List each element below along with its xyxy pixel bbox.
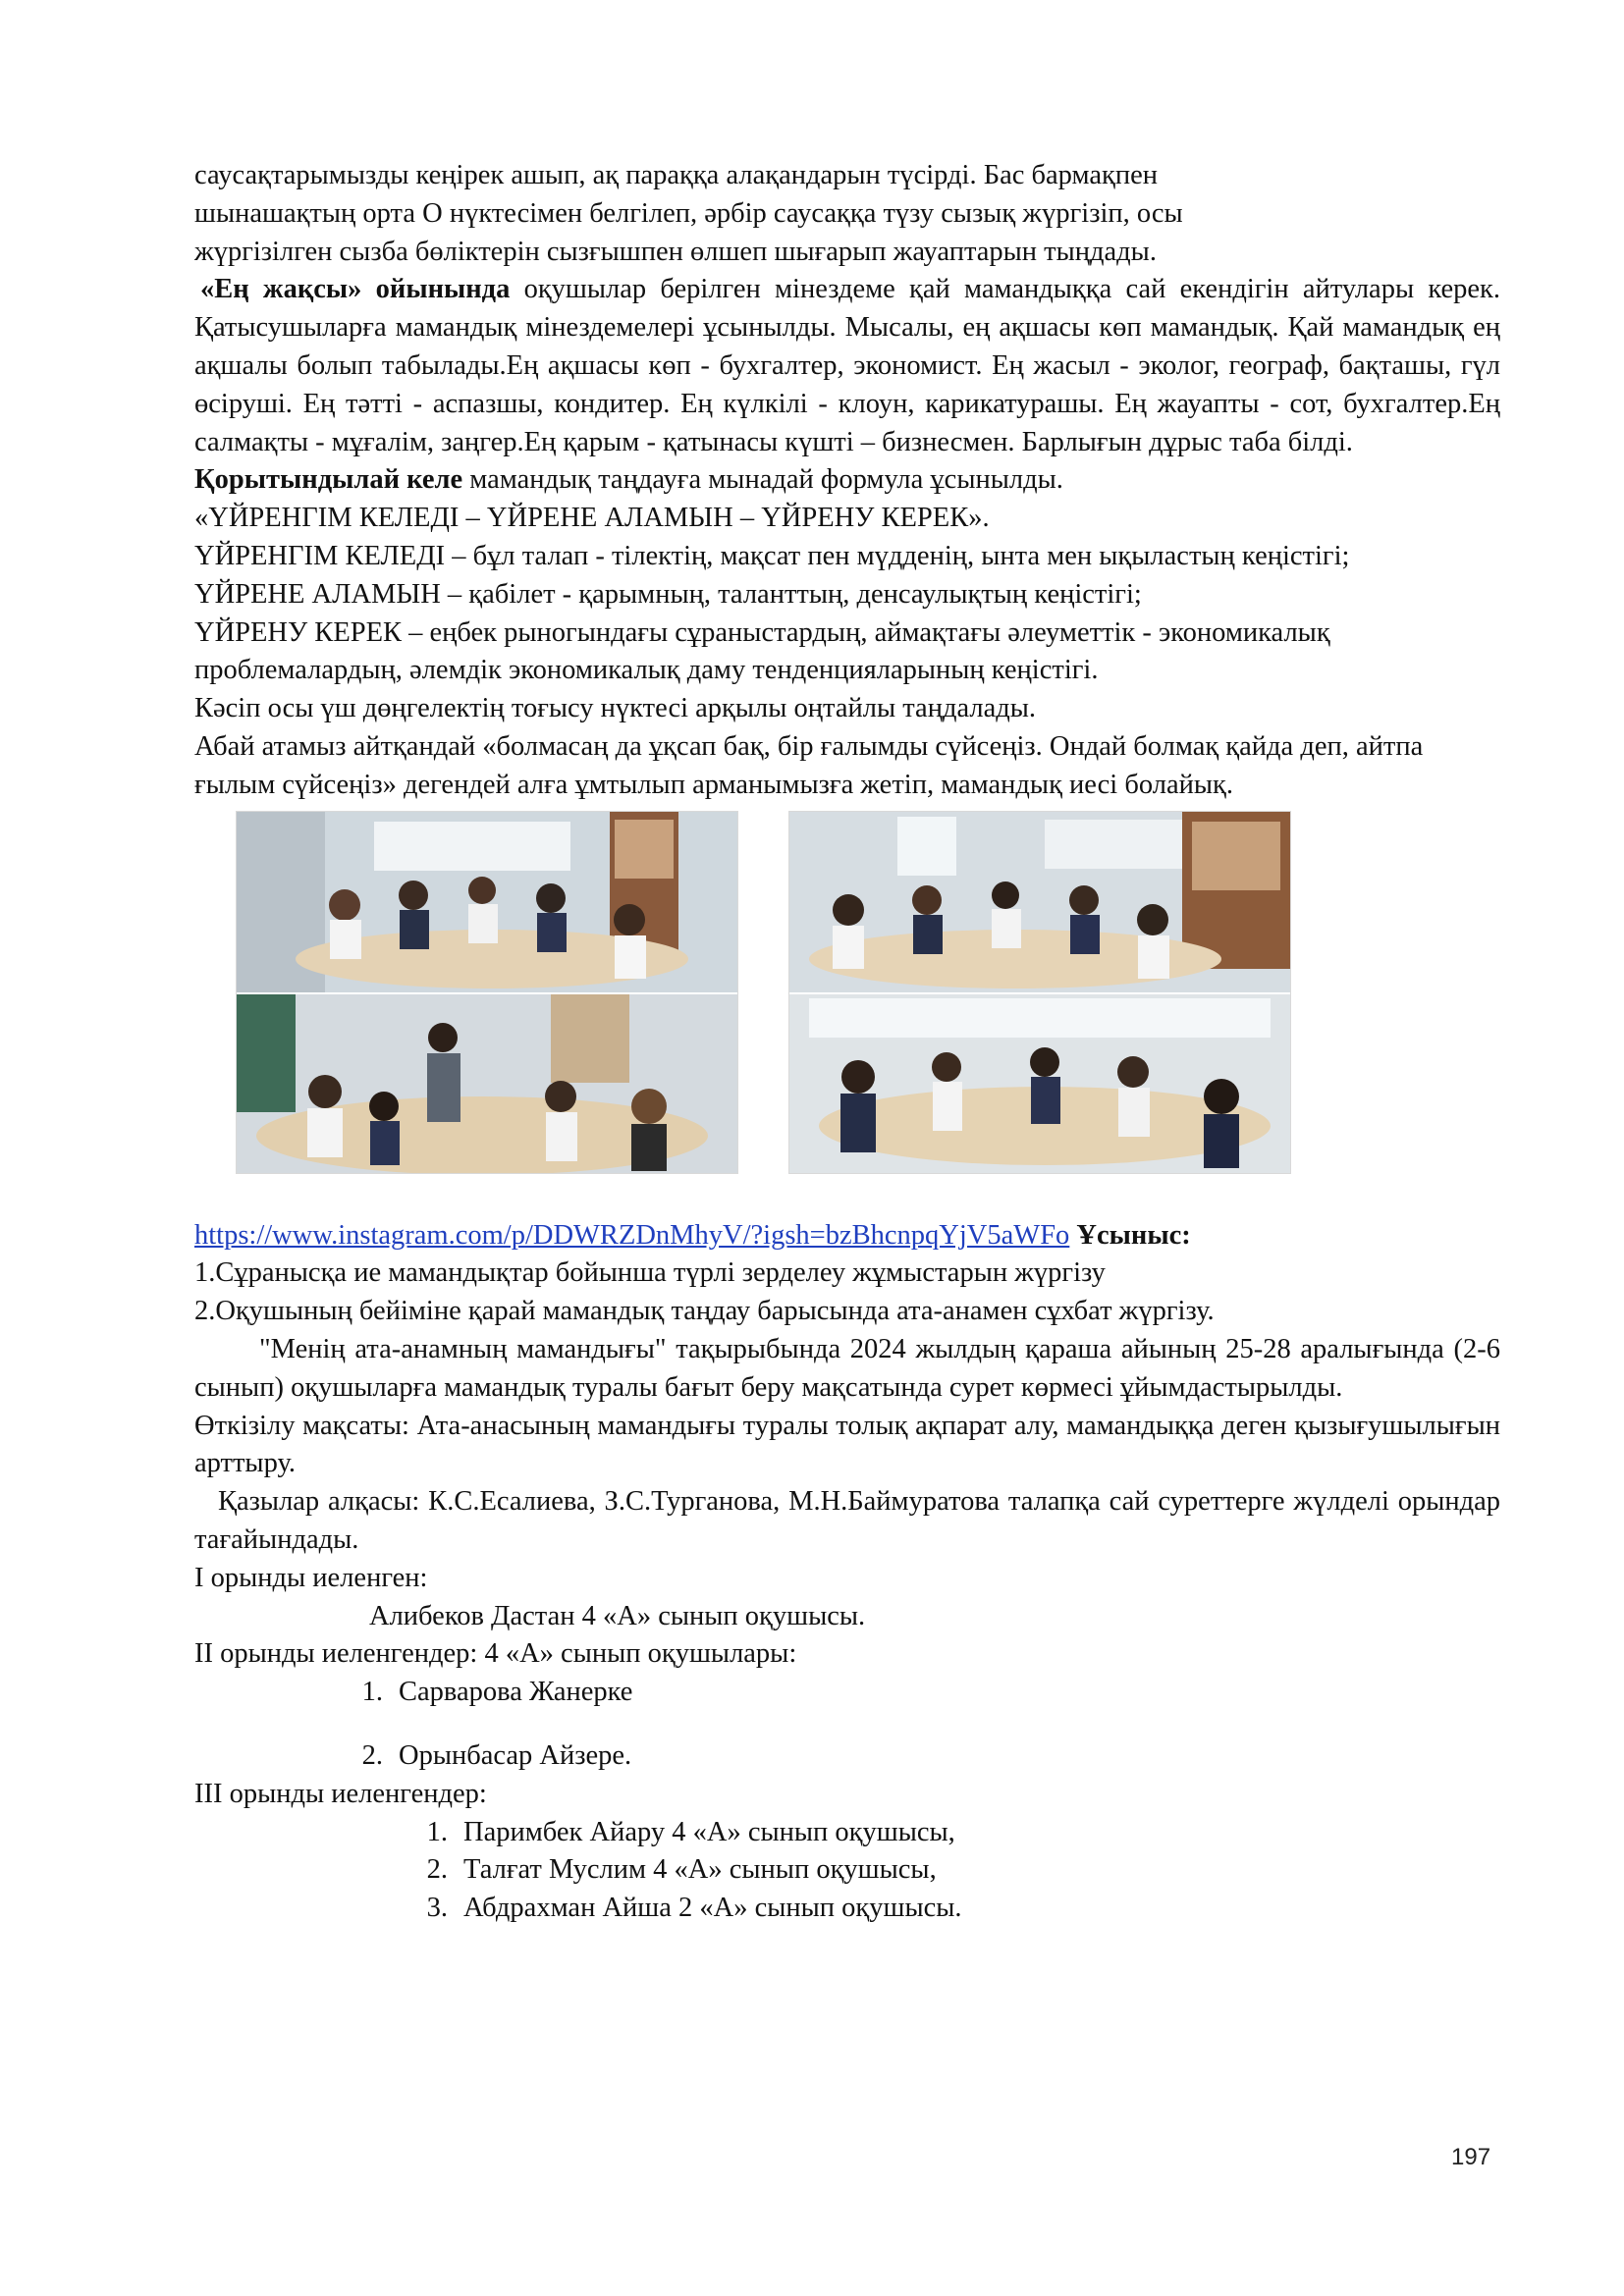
- formula-summary: Кәсіп осы үш дөңгелектің тоғысу нүктесі арқылы оңтайлы таңдалады.: [194, 693, 1037, 724]
- instagram-link[interactable]: https://www.instagram.com/p/DDWRZDnMhyV/?igsh=bzBhcnpqYjV5aWFo: [194, 1219, 1070, 1251]
- list-item: [194, 1737, 1500, 1776]
- third-place-list: [194, 1814, 1500, 1928]
- game-paragraph: [194, 271, 1500, 461]
- formula-part-2: ҮЙРЕНЕ АЛАМЫН – қабілет - қарымның, таланттың, денсаулықтың кеңістігі;: [194, 578, 1142, 610]
- document-page: [194, 157, 1500, 1928]
- conclusion-title: Қорытындылай келе: [194, 464, 463, 496]
- game-title: «Ең жақсы» ойынында: [200, 274, 511, 305]
- first-place-heading: І орынды иеленген:: [194, 1562, 428, 1593]
- first-place-winner: Алибеков Дастан 4 «А» сынып оқушысы.: [369, 1600, 866, 1631]
- goal-paragraph: Өткізілу мақсаты: Ата-анасының мамандығы туралы толық ақпарат алу, мамандыққа деген қызығушылығын арттыру.: [194, 1410, 1500, 1479]
- second-place-heading: ІІ орынды иеленгендер: 4 «А» сынып оқушылары:: [194, 1638, 797, 1670]
- game-text: оқушылар берілген мінездеме қай мамандыққа сай екендігін айтулары керек. Қатысушыларға мамандық мінездемелері ұсынылды. Мысалы, ең ақшасы көп мамандық. Қай мамандық ең ақшалы болып табылады.Ең ақшасы көп - бухгалтер, экономист. Ең жасыл - эколог, географ, бақташы, гүл өсіруші. Ең тәтті - аспазшы, кондитер. Ең күлкілі - клоун, карикатурашы. Ең жауапты - сот, бухгалтер.Ең салмақты - мұғалім, заңгер.Ең қарым - қатынасы күшті – бизнесмен. Барлығын дұрыс таба білді.: [194, 274, 1500, 457]
- suggestion-2: 2.Оқушының бейіміне қарай мамандық таңдау барысында ата-анамен сұхбат жүргізу.: [194, 1296, 1215, 1327]
- list-item: [194, 1851, 1500, 1890]
- formula-line: «ҮЙРЕНГІМ КЕЛЕДІ – ҮЙРЕНЕ АЛАМЫН – ҮЙРЕНУ КЕРЕК».: [194, 503, 990, 534]
- conclusion-text: мамандық таңдауға мынадай формула ұсынылды.: [462, 464, 1063, 496]
- photo-collage-row: [194, 811, 1500, 1184]
- classroom-photo-collage-right: [788, 811, 1291, 1174]
- formula-part-3: ҮЙРЕНУ КЕРЕК – еңбек рыногындағы сұраныстардың, аймақтағы әлеуметтік - экономикалық проблемалардың, әлемдік экономикалық даму тенденцияларының кеңістігі.: [194, 616, 1330, 686]
- list-number: 1.: [361, 1677, 383, 1708]
- suggestion-1: 1.Сұранысқа ие мамандықтар бойынша түрлі зерделеу жұмыстарын жүргізу: [194, 1257, 1106, 1289]
- winner-name: Орынбасар Айзере.: [399, 1739, 632, 1771]
- page-number: 197: [1451, 2144, 1491, 2170]
- list-number: 3.: [426, 1893, 448, 1924]
- intro-line-2: шынашақтың орта О нүктесімен белгілеп, әрбір саусаққа түзу сызық жүргізіп, осы: [194, 197, 1183, 229]
- classroom-photo-collage-left: [236, 811, 738, 1174]
- suggestion-label: Ұсыныс:: [1076, 1219, 1191, 1251]
- intro-line-1: саусақтарымызды кеңірек ашып, ақ параққа алақандарын түсірді. Бас бармақпен: [194, 160, 1158, 190]
- list-item: [194, 1890, 1500, 1928]
- abai-quote-paragraph: Абай атамыз айтқандай «болмасаң да ұқсап бақ, бір ғалымды сүйсеңіз. Ондай болмақ қайда деп, айтпа ғылым сүйсеңіз» дегендей алға ұмтылып арманымызға жетіп, мамандық иесі болайық.: [194, 730, 1424, 800]
- list-number: 2.: [426, 1854, 448, 1886]
- third-place-heading: ІІІ орынды иеленгендер:: [194, 1778, 487, 1809]
- list-number: 1.: [426, 1816, 448, 1847]
- list-number: 2.: [361, 1739, 383, 1771]
- formula-part-1: ҮЙРЕНГІМ КЕЛЕДІ – бұл талап - тілектің, мақсат пен мүдденің, ынта мен ықыластың кеңістігі;: [194, 540, 1350, 571]
- list-item: [194, 1814, 1500, 1852]
- intro-line-3: жүргізілген сызба бөліктерін сызғышпен өлшеп шығарып жауаптарын тыңдады.: [194, 236, 1157, 267]
- winner-name: Паримбек Айару 4 «А» сынып оқушысы,: [463, 1816, 955, 1847]
- jury-paragraph: Қазылар алқасы: К.С.Есалиева, З.С.Турганова, М.Н.Баймуратова талапқа сай суреттерге жүлделі орындар тағайындады.: [194, 1486, 1500, 1555]
- exhibition-paragraph: "Менің ата-анамның мамандығы" тақырыбында 2024 жылдың қараша айының 25-28 аралығында (2-6 сынып) оқушыларға мамандық туралы бағыт беру мақсатында сурет көрмесі ұйымдастырылды.: [194, 1333, 1500, 1403]
- winner-name: Сарварова Жанерке: [399, 1677, 633, 1708]
- link-line: [194, 1217, 1500, 1255]
- list-spacer: [194, 1712, 1500, 1737]
- winner-name: Талғат Муслим 4 «А» сынып оқушысы,: [463, 1854, 937, 1886]
- conclusion-paragraph: [194, 461, 1500, 500]
- winner-name: Абдрахман Айша 2 «А» сынып оқушысы.: [463, 1893, 962, 1924]
- list-item: [194, 1674, 1500, 1712]
- second-place-list: [194, 1674, 1500, 1776]
